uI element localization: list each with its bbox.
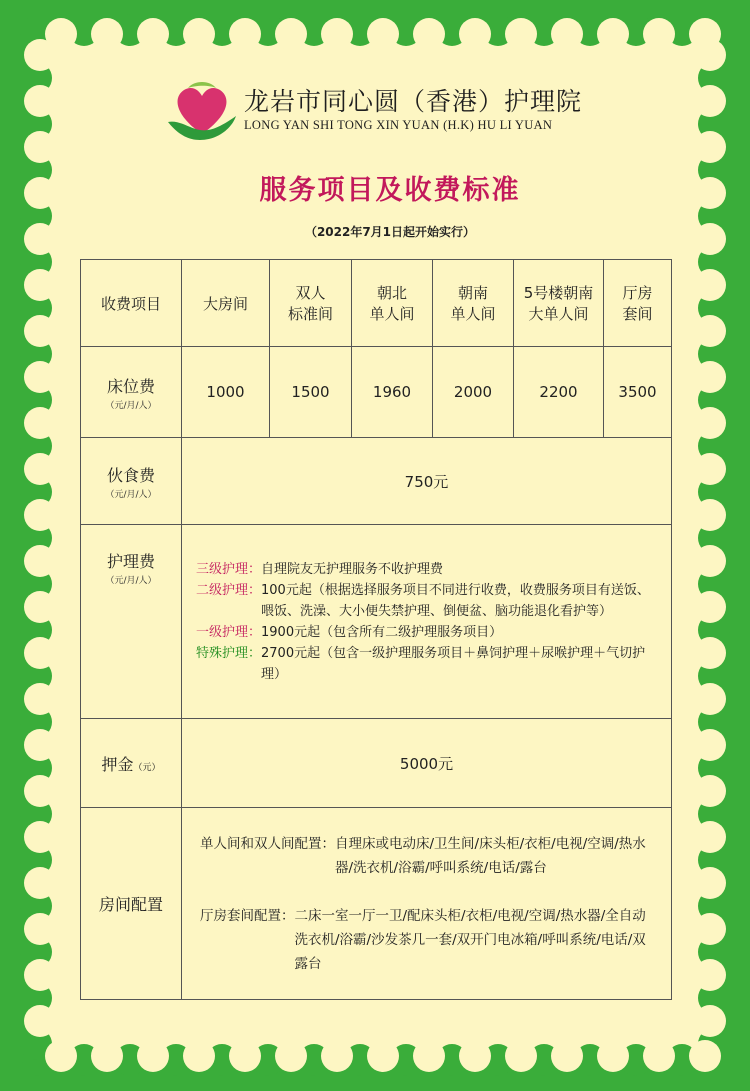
nursing-level [196, 643, 661, 685]
nursing-level [196, 580, 661, 622]
table-header-row [81, 260, 672, 347]
page-title: 服务项目及收费标准 [259, 175, 521, 206]
border-scallop [24, 913, 56, 945]
border-scallop [694, 453, 726, 485]
nursing-fee-unit: （元/月/人） [105, 576, 157, 586]
room-config-single-double [200, 832, 659, 880]
room-config-label-cell [81, 808, 182, 1000]
deposit-value: 5000元 [182, 719, 672, 808]
border-scallop [694, 683, 726, 715]
header-room-type [352, 260, 433, 347]
border-scallop [694, 775, 726, 807]
nursing-level [196, 559, 661, 580]
nursing-level-text: 100元起（根据选择服务项目不同进行收费，收费服务项目有送饭、喂饭、洗澡、大小便失禁护理、倒便盆、脑功能退化看护等） [261, 582, 650, 619]
room-config-label: 房间配置 [98, 895, 163, 914]
room-type-line: 套间 [622, 305, 653, 323]
nursing-level-text: 自理院友无护理服务不收护理费 [261, 561, 444, 577]
border-scallop [24, 315, 56, 347]
heart-hand-logo-icon [166, 76, 238, 142]
border-scallop [183, 1040, 215, 1072]
nursing-level-name: 三级护理： [196, 561, 262, 577]
border-scallop [694, 729, 726, 761]
header-fee-item [81, 260, 182, 347]
border-scallop [694, 821, 726, 853]
header-fee-item-label: 收费项目 [100, 294, 161, 313]
room-type-line: 厅房 [622, 284, 653, 302]
bed-fee-price: 2000 [433, 347, 514, 438]
fee-table [80, 259, 672, 1000]
room-config-single-double-label: 单人间和双人间配置： [200, 835, 335, 852]
border-scallop [24, 361, 56, 393]
org-name-en: LONG YAN SHI TONG XIN YUAN (H.K) HU LI YUAN [244, 118, 553, 132]
bed-fee-price: 2200 [514, 347, 604, 438]
border-scallop [694, 407, 726, 439]
room-config-suite-label: 厅房套间配置： [200, 907, 295, 924]
deposit-label-cell [81, 719, 182, 808]
room-config-single-double-text: 自理床或电动床/卫生间/床头柜/衣柜/电视/空调/热水器/洗衣机/浴霸/呼叫系统/电话/露台 [335, 835, 646, 876]
border-scallop [694, 637, 726, 669]
bed-fee-unit: （元/月/人） [105, 400, 157, 411]
border-scallop [694, 913, 726, 945]
meal-fee-row [81, 438, 672, 525]
border-scallop [24, 1005, 56, 1037]
border-scallop [24, 499, 56, 531]
room-type-line: 朝北 [376, 284, 407, 302]
header [0, 0, 750, 239]
room-type-line: 单人间 [450, 305, 496, 323]
room-type-line: 大单人间 [528, 305, 589, 323]
border-scallop [137, 1040, 169, 1072]
border-scallop [229, 1040, 261, 1072]
border-scallop [24, 545, 56, 577]
border-scallop [689, 1040, 721, 1072]
nursing-fee-label: 护理费 [106, 552, 155, 571]
bed-fee-price: 1000 [182, 347, 270, 438]
border-scallop [459, 1040, 491, 1072]
nursing-level-name: 一级护理： [196, 624, 262, 640]
room-type-line: 朝南 [457, 284, 488, 302]
border-scallop [24, 959, 56, 991]
border-scallop [694, 315, 726, 347]
header-room-type [182, 260, 270, 347]
bed-fee-price: 1500 [270, 347, 352, 438]
header-room-type [270, 260, 352, 347]
room-type-line: 标准间 [287, 305, 333, 323]
room-type-line: 5号楼朝南 [523, 284, 594, 302]
border-scallop [367, 1040, 399, 1072]
bed-fee-price: 3500 [604, 347, 672, 438]
nursing-level-text: 1900元起（包含所有二级护理服务项目） [261, 624, 503, 640]
border-scallop [694, 499, 726, 531]
border-scallop [24, 683, 56, 715]
deposit-unit: （元） [133, 762, 161, 773]
border-scallop [551, 1040, 583, 1072]
border-scallop [694, 361, 726, 393]
nursing-level [196, 622, 661, 643]
border-scallop [24, 775, 56, 807]
border-scallop [694, 269, 726, 301]
bed-fee-row [81, 347, 672, 438]
border-scallop [321, 1040, 353, 1072]
border-scallop [24, 453, 56, 485]
bed-fee-label: 床位费 [106, 376, 155, 396]
header-room-type [514, 260, 604, 347]
border-scallop [24, 407, 56, 439]
border-scallop [24, 637, 56, 669]
room-config-details [182, 808, 672, 1000]
meal-fee-unit: （元/月/人） [105, 489, 157, 500]
border-scallop [24, 729, 56, 761]
room-type-line: 单人间 [369, 305, 415, 323]
room-type-line: 大房间 [202, 294, 248, 313]
room-type-line: 双人 [295, 284, 326, 302]
border-scallop [24, 867, 56, 899]
bed-fee-label-cell [81, 347, 182, 438]
border-scallop [597, 1040, 629, 1072]
border-scallop [694, 867, 726, 899]
nursing-fee-label-cell [81, 525, 182, 719]
room-config-suite-text: 二床一室一厅一卫/配床头柜/衣柜/电视/空调/热水器/全自动洗衣机/浴霸/沙发茶几一套/双开门电冰箱/呼叫系统/电话/双露台 [294, 907, 646, 972]
border-scallop [275, 1040, 307, 1072]
nursing-fee-row [81, 525, 672, 719]
deposit-row [81, 719, 672, 808]
border-scallop [694, 1005, 726, 1037]
border-scallop [24, 269, 56, 301]
border-scallop [413, 1040, 445, 1072]
org-name-cn: 龙岩市同心圆（香港）护理院 [244, 87, 583, 116]
meal-fee-label: 伙食费 [106, 465, 155, 485]
border-scallop [694, 545, 726, 577]
header-room-type [604, 260, 672, 347]
border-scallop [24, 591, 56, 623]
nursing-level-name: 二级护理： [196, 582, 262, 598]
deposit-label: 押金 [101, 754, 134, 774]
border-scallop [694, 959, 726, 991]
header-room-type [433, 260, 514, 347]
border-scallop [24, 821, 56, 853]
effective-date: （2022年7月1日起开始实行） [304, 225, 476, 239]
nursing-fee-details [182, 525, 672, 719]
bed-fee-price: 1960 [352, 347, 433, 438]
border-scallop [45, 1040, 77, 1072]
room-config-suite [200, 904, 659, 976]
meal-fee-value: 750元 [182, 438, 672, 525]
border-scallop [505, 1040, 537, 1072]
nursing-level-name: 特殊护理： [196, 645, 262, 661]
meal-fee-label-cell [81, 438, 182, 525]
room-config-row [81, 808, 672, 1000]
border-scallop [91, 1040, 123, 1072]
nursing-level-text: 2700元起（包含一级护理服务项目＋鼻饲护理＋尿喉护理＋气切护理） [261, 645, 646, 682]
border-scallop [694, 591, 726, 623]
border-scallop [643, 1040, 675, 1072]
